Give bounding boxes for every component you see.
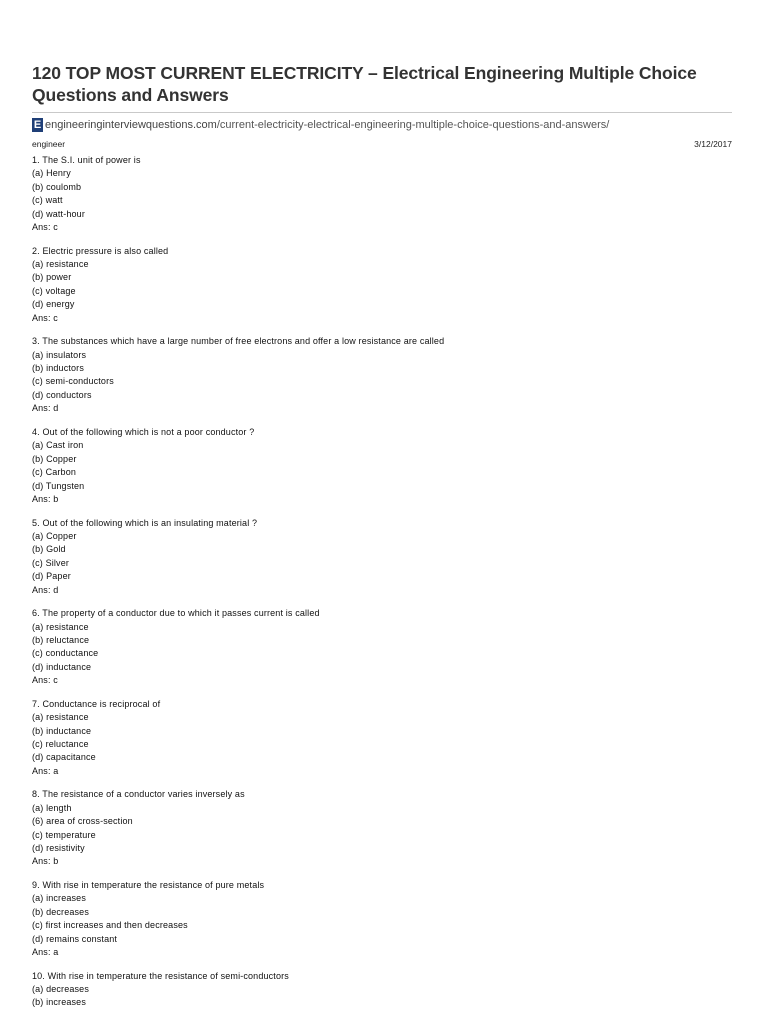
question-text: 3. The substances which have a large number of free electrons and offer a low resistance are called <box>32 336 445 347</box>
title-divider <box>32 112 732 113</box>
answer-option: (a) Cast iron <box>32 440 84 451</box>
answer-option: (d) inductance <box>32 661 92 672</box>
answer-option: (b) coulomb <box>32 181 82 192</box>
question-block <box>32 698 732 778</box>
answer-option: (c) conductance <box>32 648 99 659</box>
answer-option: (a) resistance <box>32 621 89 632</box>
answer-option: (d) conductors <box>32 389 92 400</box>
question-block <box>32 517 732 597</box>
answer-option: (a) decreases <box>32 984 89 995</box>
answer-key: Ans: d <box>32 584 59 595</box>
answer-option: (d) Tungsten <box>32 480 85 491</box>
answer-key: Ans: c <box>32 312 58 323</box>
answer-option: (c) Carbon <box>32 467 77 478</box>
publish-date: 3/12/2017 <box>694 139 732 149</box>
answer-option: (d) watt-hour <box>32 208 85 219</box>
question-block <box>32 607 732 687</box>
answer-option: (c) semi-conductors <box>32 376 114 387</box>
question-text: 9. With rise in temperature the resistance of pure metals <box>32 880 265 890</box>
answer-option: (d) resistivity <box>32 843 85 853</box>
answer-option: (a) increases <box>32 893 86 904</box>
question-text: 10. With rise in temperature the resistance of semi-conductors <box>32 970 289 981</box>
answer-option: (d) remains constant <box>32 933 118 944</box>
question-block <box>32 154 732 234</box>
answer-option: (6) area of cross-section <box>32 816 133 827</box>
answer-key: Ans: b <box>32 493 59 504</box>
question-text: 2. Electric pressure is also called <box>32 245 169 256</box>
answer-key: Ans: c <box>32 222 58 233</box>
source-path: /current-electricity-electrical-engineering-multiple-choice-questions-and-answers/ <box>216 119 610 131</box>
source-url[interactable] <box>45 119 609 131</box>
answer-option: (c) watt <box>32 195 63 206</box>
question-text: 7. Conductance is reciprocal of <box>32 698 161 709</box>
answer-option: (c) reluctance <box>32 738 89 749</box>
answer-option: (a) insulators <box>32 349 87 360</box>
question-block <box>32 970 732 1010</box>
question-block <box>32 788 732 868</box>
answer-option: (b) reluctance <box>32 634 90 645</box>
meta-row <box>32 138 732 150</box>
answer-option: (b) inductors <box>32 363 84 374</box>
question-text: 5. Out of the following which is an insulating material ? <box>32 517 258 528</box>
answer-option: (a) resistance <box>32 259 89 270</box>
answer-option: (a) Copper <box>32 530 77 541</box>
question-block <box>32 426 732 506</box>
question-text: 1. The S.I. unit of power is <box>32 155 141 165</box>
question-list <box>32 154 732 1010</box>
answer-option: (a) resistance <box>32 712 89 723</box>
site-logo-icon: E <box>33 119 42 131</box>
document-page <box>32 0 732 1024</box>
answer-option: (c) Silver <box>32 557 69 568</box>
question-block <box>32 335 732 415</box>
answer-option: (b) power <box>32 272 72 283</box>
answer-option: (d) Paper <box>32 571 71 582</box>
answer-option: (b) inductance <box>32 725 92 736</box>
answer-option: (c) temperature <box>32 829 96 840</box>
answer-key: Ans: b <box>32 856 59 867</box>
question-text: 6. The property of a conductor due to which it passes current is called <box>32 608 320 619</box>
answer-option: (b) decreases <box>32 906 89 917</box>
answer-option: (d) energy <box>32 299 75 310</box>
answer-key: Ans: a <box>32 947 59 958</box>
answer-option: (d) capacitance <box>32 752 96 763</box>
source-line <box>32 117 732 133</box>
answer-option: (a) Henry <box>32 168 71 179</box>
question-text: 4. Out of the following which is not a poor conductor ? <box>32 426 255 437</box>
source-domain: engineeringinterviewquestions.com <box>45 119 217 131</box>
question-text: 8. The resistance of a conductor varies inversely as <box>32 789 245 800</box>
answer-option: (b) Copper <box>32 453 77 464</box>
question-block <box>32 245 732 325</box>
page-title: 120 TOP MOST CURRENT ELECTRICITY – Electrical Engineering Multiple Choice Questions and Answers <box>32 63 697 105</box>
answer-option: (a) length <box>32 802 72 813</box>
answer-option: (c) first increases and then decreases <box>32 920 188 931</box>
answer-key: Ans: c <box>32 675 58 686</box>
answer-key: Ans: d <box>32 403 59 414</box>
answer-option: (b) increases <box>32 997 86 1008</box>
answer-option: (b) Gold <box>32 544 66 555</box>
answer-key: Ans: a <box>32 765 59 776</box>
question-block <box>32 879 732 959</box>
answer-option: (c) voltage <box>32 285 76 296</box>
author-name: engineer <box>32 139 66 149</box>
